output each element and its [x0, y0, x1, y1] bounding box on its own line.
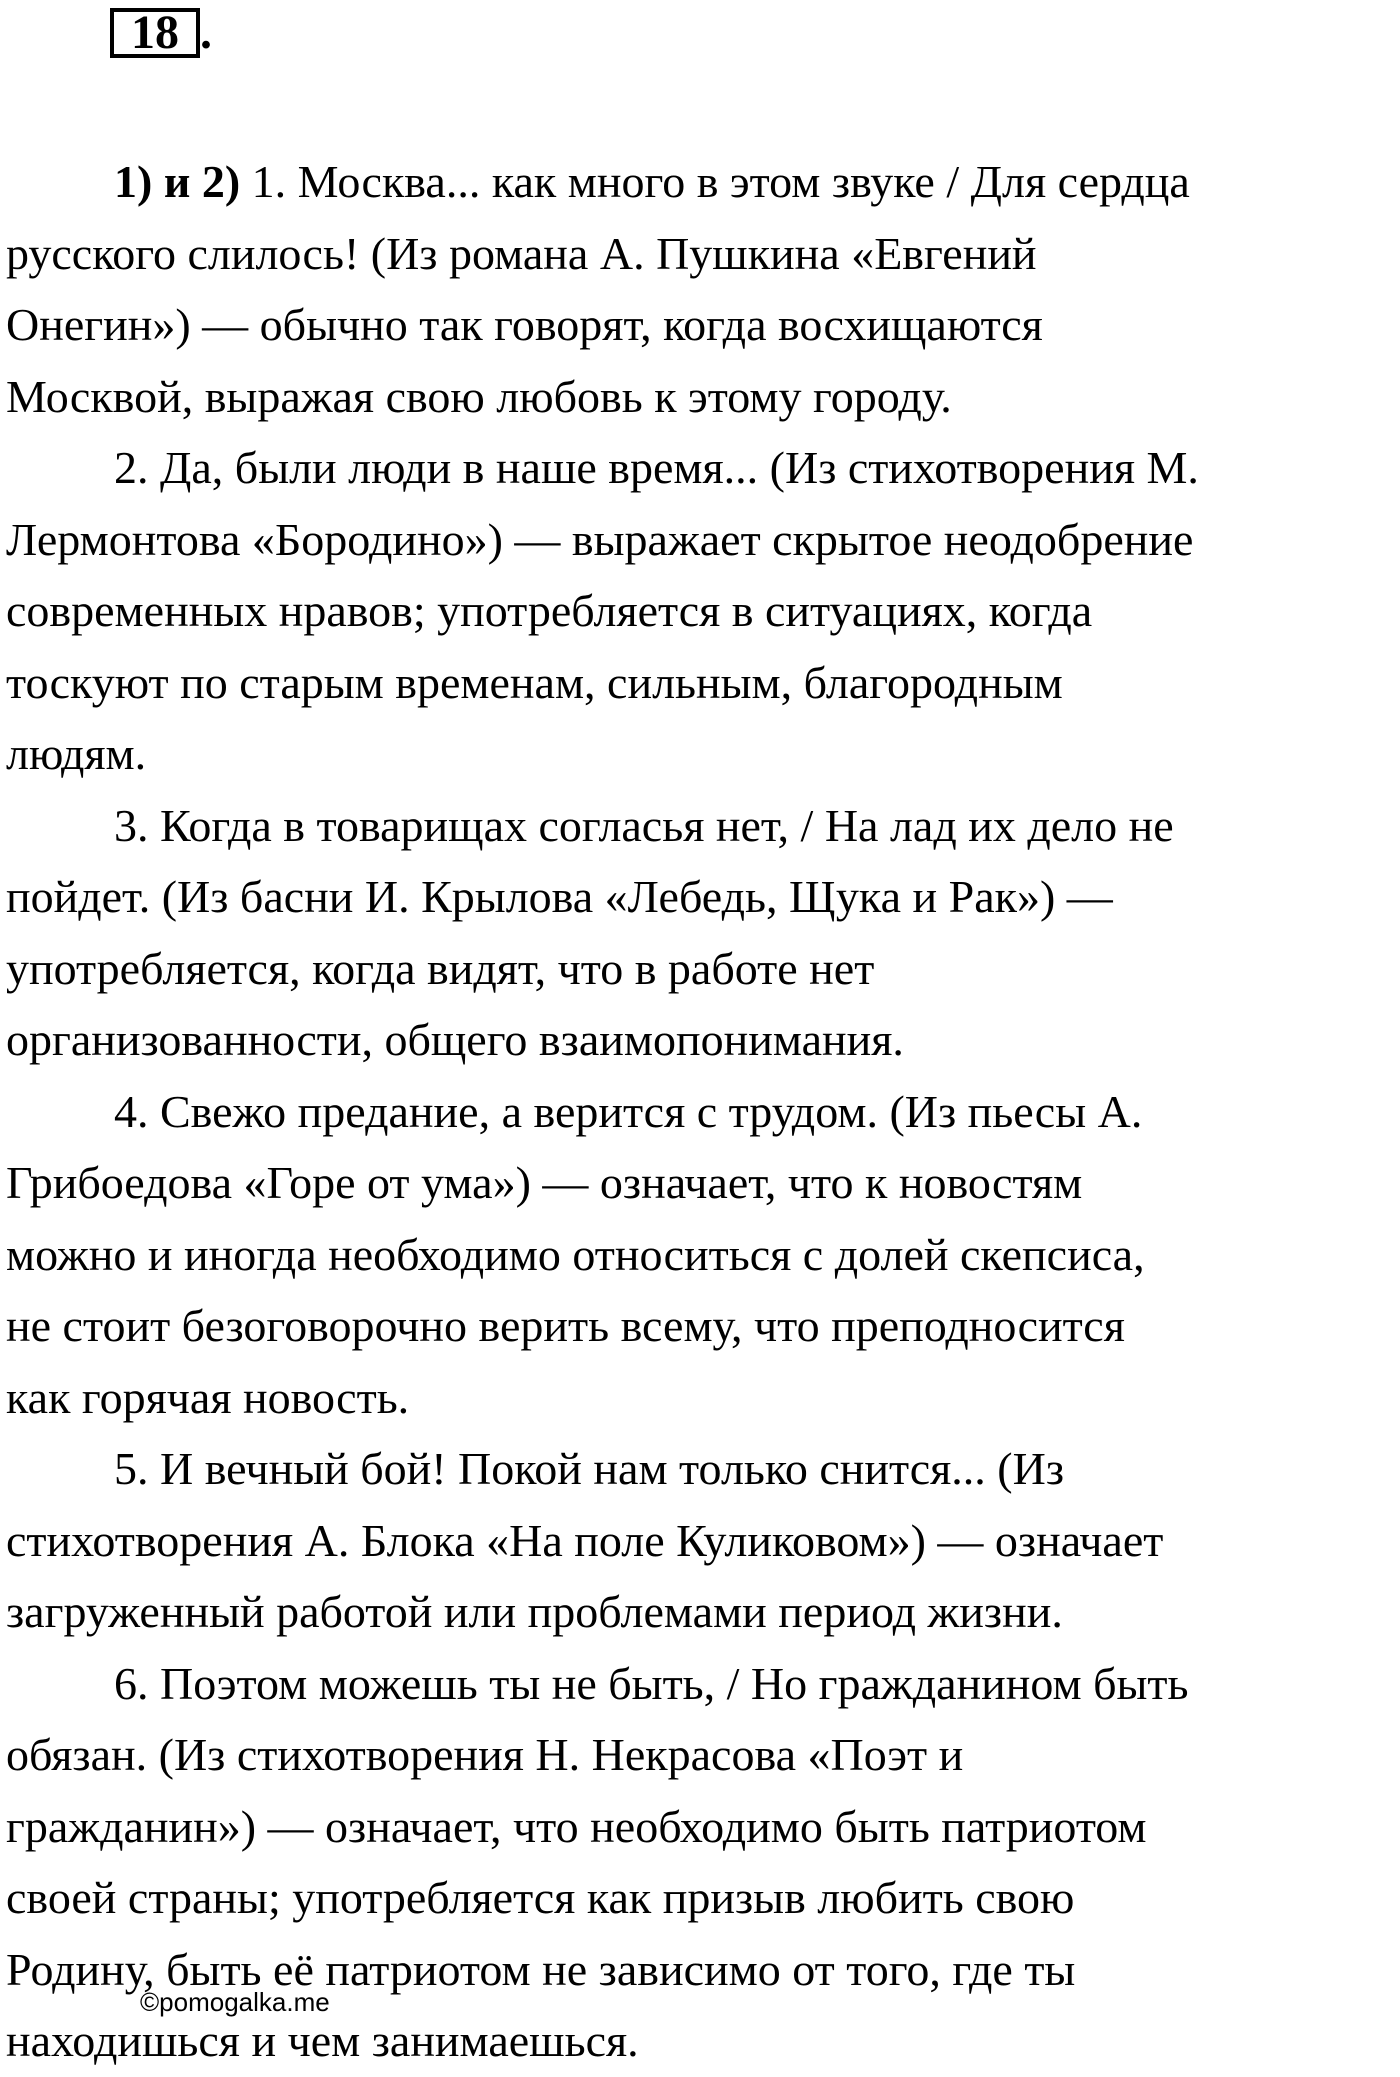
- intro-label: 1) и 2): [114, 156, 241, 207]
- watermark: ©pomogalka.me: [140, 1987, 330, 2017]
- text-line-13: организованности, общего взаимопонимания.: [6, 1014, 904, 1065]
- answer-text: [6, 146, 1394, 2077]
- text-line-4: Москвой, выражая свою любовь к этому городу.: [6, 370, 952, 422]
- task-number: 18: [131, 6, 179, 59]
- text-line-27: находишься и чем занимаешься.: [6, 2015, 639, 2066]
- task-number-box: [110, 8, 200, 58]
- text-line-22: 6. Поэтом можешь ты не быть, / Но гражданином быть: [114, 1657, 1189, 1709]
- text-line-20: стихотворения А. Блока «На поле Куликовом») — означает: [6, 1514, 1164, 1566]
- text-line-1: [6, 146, 1394, 218]
- text-line-15: Грибоедова «Горе от ума») — означает, что к новостям: [6, 1157, 1083, 1208]
- text-line-9: людям.: [6, 728, 147, 779]
- text-line-2: русского слилось! (Из романа А. Пушкина «Евгений: [6, 227, 1037, 279]
- text-line-5: 2. Да, были люди в наше время... (Из стихотворения М.: [114, 442, 1199, 493]
- text-line-16: можно и иногда необходимо относиться с долей скепсиса,: [6, 1228, 1145, 1280]
- task-number-dot: .: [200, 6, 212, 59]
- text-line-7: современных нравов; употребляется в ситуациях, когда: [6, 585, 1093, 636]
- text-line-18: как горячая новость.: [6, 1371, 410, 1423]
- text-line-26: Родину, быть её патриотом не зависимо от того, где ты: [6, 1943, 1076, 1995]
- text-line-10: 3. Когда в товарищах согласья нет, / На лад их дело не: [114, 799, 1174, 851]
- text-line-6: Лермонтова «Бородино») — выражает скрытое неодобрение: [6, 513, 1194, 565]
- text-line-21: загруженный работой или проблемами период жизни.: [6, 1586, 1063, 1637]
- text-line-23: обязан. (Из стихотворения Н. Некрасова «Поэт и: [6, 1729, 964, 1780]
- text-line-11: пойдет. (Из басни И. Крылова «Лебедь, Щука и Рак») —: [6, 871, 1113, 922]
- text-line-24: гражданин») — означает, что необходимо быть патриотом: [6, 1800, 1147, 1852]
- text-line-14: 4. Свежо предание, а верится с трудом. (Из пьесы А.: [114, 1085, 1143, 1137]
- text-line-12: употребляется, когда видят, что в работе нет: [6, 942, 875, 994]
- text-line-19: 5. И вечный бой! Покой нам только снится... (Из: [114, 1443, 1064, 1494]
- text-line-8: тоскуют по старым временам, сильным, благородным: [6, 656, 1063, 708]
- text-line-25: своей страны; употребляется как призыв любить свою: [6, 1872, 1075, 1923]
- text-line-3: Онегин») — обычно так говорят, когда восхищаются: [6, 299, 1043, 350]
- text-line-17: не стоит безоговорочно верить всему, что преподносится: [6, 1300, 1125, 1351]
- text-line-1-content: 1. Москва... как много в этом звуке / Для сердца: [240, 156, 1190, 207]
